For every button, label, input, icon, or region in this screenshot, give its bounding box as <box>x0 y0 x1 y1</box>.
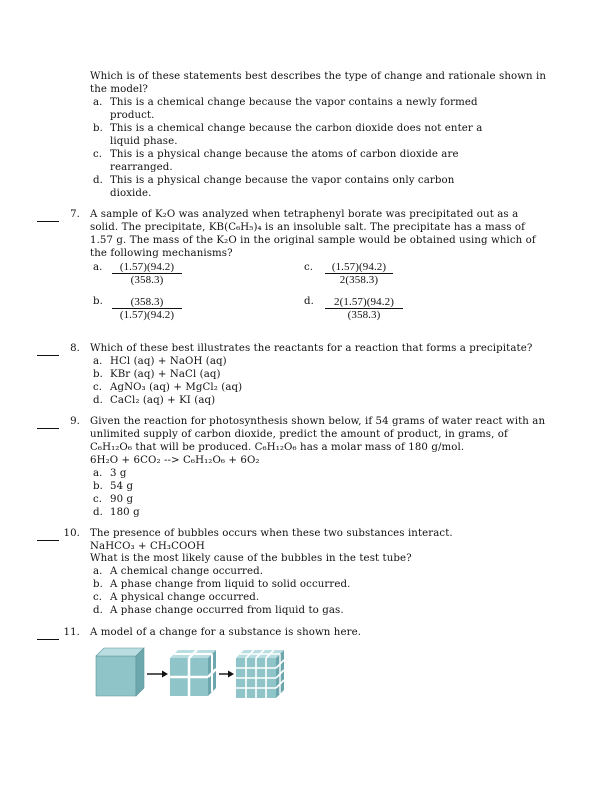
q6-option-b-letter: b. <box>93 123 103 134</box>
q10-option-a-letter: a. <box>93 566 103 577</box>
q7-option-d-denominator: (358.3) <box>325 308 403 321</box>
q6-stem-line-1: Which is of these statements best describes the type of change and rationale shown in <box>90 71 547 82</box>
q10-option-a-text: A chemical change occurred. <box>110 566 264 577</box>
split-cube-medium <box>170 650 216 696</box>
q7-option-b-numerator: (358.3) <box>130 296 164 308</box>
q8-option-d-text: CaCl₂ (aq) + KI (aq) <box>110 395 216 406</box>
q7-number: 7. <box>70 209 80 220</box>
answer-blank-9[interactable] <box>37 428 59 429</box>
q7-stem-line-3: 1.57 g. The mass of the K₂O in the original sample would be obtained using which of <box>90 235 536 246</box>
answer-blank-8[interactable] <box>37 355 59 356</box>
q9-option-b-letter: b. <box>93 481 103 492</box>
q8-option-b-text: KBr (aq) + NaCl (aq) <box>110 369 221 380</box>
q6-option-c-line-1: This is a physical change because the atoms of carbon dioxide are <box>110 149 459 160</box>
q7-option-c-denominator: 2(358.3) <box>325 273 393 286</box>
arrow-1 <box>147 671 168 678</box>
q6-option-b-line-2: liquid phase. <box>110 136 178 147</box>
answer-blank-10[interactable] <box>37 540 59 541</box>
q9-stem-line-1: Given the reaction for photosynthesis shown below, if 54 grams of water react with an <box>90 416 546 427</box>
cube-breakdown-model-figure <box>92 644 302 700</box>
q7-stem-line-1: A sample of K₂O was analyzed when tetraphenyl borate was precipitated out as a <box>90 209 519 220</box>
q10-option-c-letter: c. <box>93 592 103 603</box>
q7-option-b-fraction <box>112 296 182 321</box>
answer-blank-11[interactable] <box>37 639 59 640</box>
q7-stem-line-4: the following mechanisms? <box>90 248 233 259</box>
q7-option-c-numerator: (1.57)(94.2) <box>331 261 387 273</box>
q10-option-d-letter: d. <box>93 605 103 616</box>
q7-option-c-fraction <box>325 261 393 286</box>
answer-blank-7[interactable] <box>37 221 59 222</box>
q8-number: 8. <box>70 343 80 354</box>
q8-option-a-letter: a. <box>93 356 103 367</box>
q7-stem-line-2: solid. The precipitate, KB(C₆H₅)₄ is an insoluble salt. The precipitate has a mass of <box>90 222 525 233</box>
q9-option-a-letter: a. <box>93 468 103 479</box>
q7-option-d-letter: d. <box>304 296 314 307</box>
q10-option-b-text: A phase change from liquid to solid occurred. <box>110 579 351 590</box>
q8-option-d-letter: d. <box>93 395 103 406</box>
q11-stem: A model of a change for a substance is shown here. <box>90 627 362 638</box>
q6-option-d-letter: d. <box>93 175 103 186</box>
q10-option-d-text: A phase change occurred from liquid to gas. <box>110 605 344 616</box>
q8-option-c-text: AgNO₃ (aq) + MgCl₂ (aq) <box>110 382 243 393</box>
q9-number: 9. <box>70 416 80 427</box>
q6-stem-line-2: the model? <box>90 84 148 95</box>
q6-option-c-line-2: rearranged. <box>110 162 173 173</box>
q6-option-d-line-2: dioxide. <box>110 188 152 199</box>
q9-option-d-text: 180 g <box>110 507 140 518</box>
q10-option-c-text: A physical change occurred. <box>110 592 260 603</box>
q8-option-b-letter: b. <box>93 369 103 380</box>
q7-option-c-letter: c. <box>304 262 314 273</box>
q7-option-a-denominator: (358.3) <box>112 273 182 286</box>
q6-option-b-line-1: This is a chemical change because the carbon dioxide does not enter a <box>110 123 483 134</box>
q9-option-c-text: 90 g <box>110 494 134 505</box>
q6-option-a-line-1: This is a chemical change because the vapor contains a newly formed <box>110 97 478 108</box>
whole-cube <box>96 648 144 696</box>
q9-option-d-letter: d. <box>93 507 103 518</box>
q6-option-a-line-2: product. <box>110 110 155 121</box>
q9-reaction-equation: 6H₂O + 6CO₂ --> C₆H₁₂O₆ + 6O₂ <box>90 455 260 466</box>
q7-option-d-fraction <box>325 296 403 321</box>
q10-reactants: NaHCO₃ + CH₃COOH <box>90 541 205 552</box>
q9-option-b-text: 54 g <box>110 481 134 492</box>
q10-number: 10. <box>63 528 80 539</box>
split-cube-small <box>236 650 284 698</box>
q9-option-a-text: 3 g <box>110 468 127 479</box>
q6-option-d-line-1: This is a physical change because the vapor contains only carbon <box>110 175 455 186</box>
q6-option-c-letter: c. <box>93 149 103 160</box>
q10-stem-line-3: What is the most likely cause of the bubbles in the test tube? <box>90 553 412 564</box>
q8-option-c-letter: c. <box>93 382 103 393</box>
q7-option-d-numerator: 2(1.57)(94.2) <box>334 296 394 308</box>
q9-stem-line-3: C₆H₁₂O₆ that will be produced. C₆H₁₂O₆ has a molar mass of 180 g/mol. <box>90 442 465 453</box>
q7-option-a-numerator: (1.57)(94.2) <box>119 261 175 273</box>
q10-option-b-letter: b. <box>93 579 103 590</box>
q8-stem: Which of these best illustrates the reactants for a reaction that forms a precipitate? <box>90 343 533 354</box>
q7-option-b-letter: b. <box>93 296 103 307</box>
arrow-2 <box>219 671 234 678</box>
q7-option-b-denominator: (1.57)(94.2) <box>112 308 182 321</box>
q7-option-a-letter: a. <box>93 262 103 273</box>
q6-option-a-letter: a. <box>93 97 103 108</box>
q8-option-a-text: HCl (aq) + NaOH (aq) <box>110 356 227 367</box>
q11-number: 11. <box>63 627 80 638</box>
q9-stem-line-2: unlimited supply of carbon dioxide, predict the amount of product, in grams, of <box>90 429 508 440</box>
q7-option-a-fraction <box>112 261 182 286</box>
q10-stem-line-1: The presence of bubbles occurs when these two substances interact. <box>90 528 453 539</box>
q9-option-c-letter: c. <box>93 494 103 505</box>
